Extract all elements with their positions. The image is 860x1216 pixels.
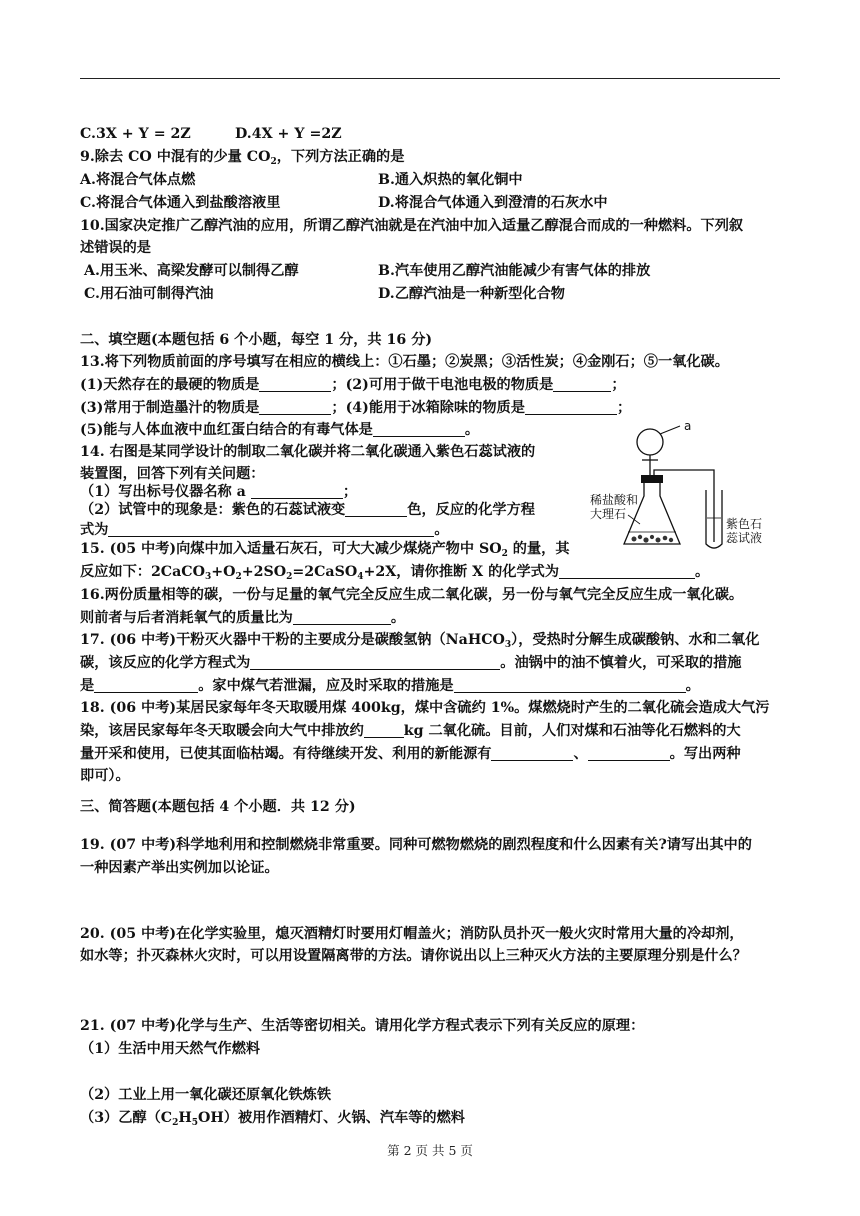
q15-sub1: 2 <box>501 549 508 559</box>
q13-row3 <box>80 420 479 441</box>
q15-line2 <box>80 562 709 583</box>
q18-text3: 量开采和使用，已使其面临枯竭。有待继续开发、利用的新能源有 <box>80 746 492 762</box>
q13-part3-blank[interactable] <box>259 399 331 415</box>
q19-line1: 19. (07 中考)科学地利用和控制燃烧非常重要。同种可燃物燃烧的剧烈程度和什么因素有关?请写出其中的 <box>80 837 752 853</box>
q13-row3-end: 。 <box>464 422 480 438</box>
q15-eq-part3: +2SO <box>241 564 287 580</box>
q15-eq-sub4: 4 <box>357 572 364 582</box>
q17-text5: 是 <box>80 678 95 694</box>
q15-end: 。 <box>695 564 710 580</box>
figure-label-litmus-line1: 紫色石 <box>726 517 763 531</box>
q13-part4-blank[interactable] <box>525 399 617 415</box>
q14-part1-label: （1）写出标号仪器名称 a <box>80 484 246 500</box>
q18-line4: 即可）。 <box>80 768 130 784</box>
q10-option-d: D.乙醇汽油是一种新型化合物 <box>378 286 565 302</box>
q14-color-blank[interactable] <box>345 501 407 517</box>
q10-option-b: B.汽车使用乙醇汽油能减少有害气体的排放 <box>378 263 651 279</box>
q14-equation-blank[interactable] <box>108 521 434 537</box>
q13-part2-blank[interactable] <box>553 376 611 392</box>
q13-stem: 13.将下列物质前面的序号填写在相应的横线上：①石墨；②炭黑；③活性炭；④金刚石；⑤一氧化碳。 <box>80 354 729 370</box>
q17-sub: 3 <box>504 640 512 650</box>
q21-part3-text1: （3）乙醇（C <box>80 1110 173 1126</box>
q14-equation-label: 式为 <box>80 522 109 538</box>
q18-line1: 18. (06 中考)某居民家每年冬天取暖用煤 400kg，煤中含硫约 1%。煤燃烧时产生的二氧化硫会造成大气污 <box>80 700 770 716</box>
q18-text2: kg 二氧化硫。目前，人们对煤和石油等化石燃料的大 <box>403 723 741 739</box>
q18-line3 <box>80 744 741 765</box>
q13-row1-end: ； <box>611 377 626 393</box>
q21-part1: （1）生活中用天然气作燃料 <box>80 1041 261 1057</box>
apparatus-diagram <box>588 419 763 560</box>
q18-text4: 。写出两种 <box>669 746 741 762</box>
q8-option-c: C.3X + Y = 2Z <box>80 126 191 142</box>
q13-row1 <box>80 375 626 396</box>
q15-eq-sub3: 2 <box>286 572 293 582</box>
q9-option-b: B.通入炽热的氧化铜中 <box>378 172 523 188</box>
section3-title: 三、简答题(本题包括 4 个小题．共 12 分) <box>80 799 356 815</box>
q13-row2-end: ； <box>616 400 632 416</box>
q16-end: 。 <box>390 610 406 626</box>
q20-line1: 20. (05 中考)在化学实验里，熄灭酒精灯时要用灯帽盖火；消防队员扑灭一般火灾时常用大量的冷却剂， <box>80 926 744 942</box>
figure-label-acid-line2: 大理石 <box>590 507 627 521</box>
figure-label-litmus-line2: 蕊试液 <box>726 531 763 545</box>
q17-line1 <box>80 630 759 651</box>
q19-line2: 一种因素产举出实例加以论证。 <box>80 860 279 876</box>
q15-formula-blank[interactable] <box>559 563 695 579</box>
q9-option-a: A.将混合气体点燃 <box>80 172 196 188</box>
q21-part3-sub1: 2 <box>172 1118 179 1128</box>
q14-part1-end: ； <box>342 484 358 500</box>
q16-ratio-blank[interactable] <box>293 609 391 625</box>
q15-eq-part1: 反应如下：2CaCO <box>80 564 205 580</box>
q21-part3-sub2: 5 <box>191 1118 199 1128</box>
q17-text6: 。家中煤气若泄漏，应及时采取的措施是 <box>198 678 454 694</box>
q13-row2 <box>80 398 631 419</box>
q14-part2-cont <box>80 520 449 541</box>
q18-line2 <box>80 721 741 742</box>
figure-label-acid-line1: 稀盐酸和 <box>590 493 639 507</box>
q17-gas-leak-blank[interactable] <box>454 677 686 693</box>
q10-option-a: A.用玉米、高梁发酵可以制得乙醇 <box>84 263 299 279</box>
q21-part3 <box>80 1108 465 1129</box>
q17-text1: 17. (06 中考)干粉灭火器中干粉的主要成分是碳酸氢钠（NaHCO <box>80 632 505 648</box>
q8-option-d: D.4X + Y =2Z <box>235 126 342 142</box>
q18-so2-blank[interactable] <box>364 722 404 738</box>
q13-part1-label: (1)天然存在的最硬的物质是 <box>80 377 260 393</box>
figure-label-a: a <box>684 419 692 433</box>
q18-energy-blank-1[interactable] <box>491 745 573 761</box>
q18-energy-blank-2[interactable] <box>588 745 670 761</box>
q21-part2: （2）工业上用一氧化碳还原氧化铁炼铁 <box>80 1087 332 1103</box>
q20-line2: 如水等；扑灭森林火灾时，可以用设置隔离带的方法。请你说出以上三种灭火方法的主要原理分别是什么？ <box>80 948 747 964</box>
q13-part5-label: (5)能与人体血液中血红蛋白结合的有毒气体是 <box>80 422 373 438</box>
q9-option-d: D.将混合气体通入到澄清的石灰水中 <box>378 195 608 211</box>
q18-text1: 染，该居民家每年冬天取暖会向大气中排放约 <box>80 723 364 739</box>
q15-eq-part4: =2CaSO <box>292 564 358 580</box>
q17-end: 。 <box>685 678 700 694</box>
q13-part2-label: ；(2)可用于做干电池电极的物质是 <box>331 377 554 393</box>
q9-stem-sub: 2 <box>270 157 277 167</box>
q10-option-c: C.用石油可制得汽油 <box>84 286 214 302</box>
q9-stem-text: 9.除去 CO 中混有的少量 CO <box>80 149 271 165</box>
q16-text: 则前者与后者消耗氧气的质量比为 <box>80 610 293 626</box>
q17-line3 <box>80 676 700 697</box>
q21-part3-text2: H <box>178 1110 192 1126</box>
q17-text4: 。油锅中的油不慎着火，可采取的措施 <box>500 655 742 671</box>
q16-line2 <box>80 608 405 629</box>
q13-part3-label: (3)常用于制造墨汁的物质是 <box>80 400 260 416</box>
q15-eq-part5: +2X，请你推断 X 的化学式为 <box>363 564 560 580</box>
q15-text2: 的量，其 <box>507 541 570 557</box>
q17-equation-blank[interactable] <box>250 654 500 670</box>
q10-options-row2 <box>84 284 565 305</box>
page-footer: 第 2 页 共 5 页 <box>387 1143 473 1158</box>
q21-stem: 21. (07 中考)化学与生产、生活等密切相关。请用化学方程式表示下列有关反应的原理： <box>80 1018 645 1034</box>
q14-part2 <box>80 500 535 521</box>
q9-options-row2 <box>80 193 608 214</box>
q10-options-row1 <box>84 261 651 282</box>
q14-stem-line1: 14. 右图是某同学设计的制取二氧化碳并将二氧化碳通入紫色石蕊试液的 <box>80 444 536 460</box>
q15-eq-sub2: 2 <box>235 572 242 582</box>
q18-separator: 、 <box>573 746 588 762</box>
q9-stem-text2: ，下列方法正确的是 <box>276 149 405 165</box>
q14-part2-label: （2）试管中的现象是：紫色的石蕊试液变 <box>80 502 346 518</box>
q14-stem-line2: 装置图，回答下列有关问题： <box>80 466 265 482</box>
q16-line1: 16.两份质量相等的碳，一份与足量的氧气完全反应生成二氧化碳，另一份与氧气完全反应生成一氧化碳。 <box>80 587 744 603</box>
q17-text3: 碳，该反应的化学方程式为 <box>80 655 251 671</box>
q13-part1-blank[interactable] <box>259 376 331 392</box>
co2-apparatus-figure <box>588 419 763 560</box>
q14-part2-label2: 色，反应的化学方程 <box>407 502 535 518</box>
q8-options <box>80 124 342 145</box>
section2-title: 二、填空题(本题包括 6 个小题，每空 1 分，共 16 分) <box>80 332 433 348</box>
q15-eq-sub1: 3 <box>204 572 212 582</box>
q9-option-c: C.将混合气体通入到盐酸溶液里 <box>80 195 281 211</box>
q10-stem-line1: 10.国家决定推广乙醇汽油的应用，所谓乙醇汽油就是在汽油中加入适量乙醇混合而成的一种燃料。下列叙 <box>80 218 744 234</box>
q14-part1-blank[interactable] <box>251 483 343 499</box>
q21-part3-text3: OH）被用作酒精灯、火锅、汽车等的燃料 <box>198 1110 465 1126</box>
q10-stem-line2: 述错误的是 <box>80 240 151 256</box>
q15-line1 <box>80 539 570 560</box>
q13-part5-blank[interactable] <box>373 421 465 437</box>
header-rule <box>80 78 780 79</box>
q17-line2 <box>80 653 741 674</box>
q15-eq-part2: +O <box>211 564 236 580</box>
q14-part2-end: 。 <box>434 522 449 538</box>
q9-stem <box>80 147 404 168</box>
q17-oil-fire-blank[interactable] <box>94 677 198 693</box>
q13-part4-label: ；(4)能用于冰箱除味的物质是 <box>331 400 525 416</box>
q17-text2: ），受热时分解生成碳酸钠、水和二氧化 <box>511 632 760 648</box>
q15-text1: 15. (05 中考)向煤中加入适量石灰石，可大大减少煤烧产物中 SO <box>80 541 502 557</box>
q9-options-row1 <box>80 170 523 191</box>
